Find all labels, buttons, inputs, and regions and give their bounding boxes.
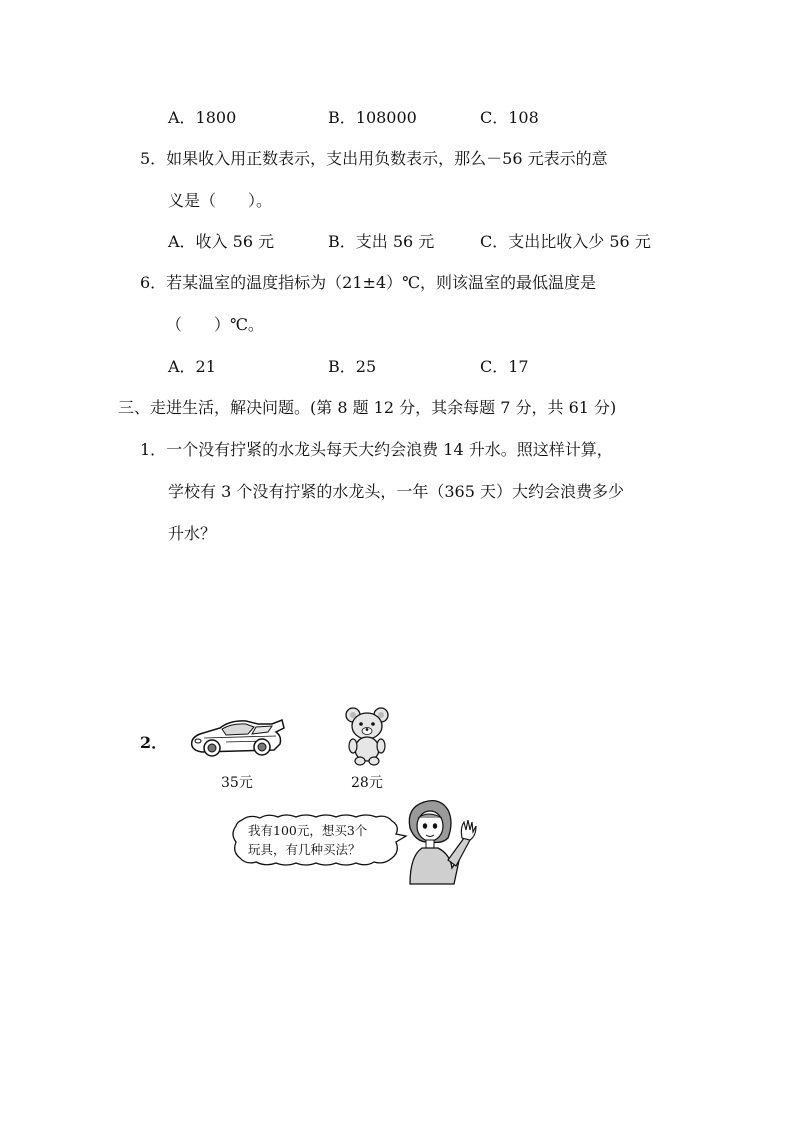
q4-option-c: C．108 [480, 108, 539, 127]
car-price: 35元 [221, 775, 253, 791]
speech-line-2: 玩具，有几种买法？ [248, 842, 361, 857]
problem1-line2: 学校有 3 个没有拧紧的水龙头，一年（365 天）大约会浪费多少 [168, 482, 624, 501]
teddy-bear-icon [342, 706, 392, 766]
q6-option-b: B．25 [328, 357, 377, 376]
q5-stem-line2: 义是（ ）。 [168, 191, 273, 210]
bear-price: 28元 [351, 775, 383, 791]
q5-option-b: B．支出 56 元 [328, 232, 435, 251]
problem1-line3: 升水？ [168, 524, 217, 543]
speech-line-1: 我有100元，想买3个 [248, 823, 368, 838]
woman-figure-icon [402, 798, 484, 884]
q5-option-c: C．支出比收入少 56 元 [480, 232, 651, 251]
q5-stem-line1: 5．如果收入用正数表示，支出用负数表示，那么－56 元表示的意 [140, 149, 608, 168]
toy-car-icon [186, 714, 288, 762]
problem1-line1: 1．一个没有拧紧的水龙头每天大约会浪费 14 升水。照这样计算， [140, 440, 613, 459]
q6-option-c: C．17 [480, 357, 529, 376]
section3-heading: 三、走进生活，解决问题。(第 8 题 12 分，其余每题 7 分，共 61 分) [118, 398, 617, 417]
q6-stem-line2: （ ）℃。 [166, 315, 264, 334]
q4-option-b: B．108000 [328, 108, 417, 127]
q6-option-a: A．21 [168, 357, 216, 376]
q6-stem-line1: 6．若某温室的温度指标为（21±4）℃，则该温室的最低温度是 [140, 273, 597, 292]
q4-option-a: A．1800 [168, 108, 237, 127]
q5-option-a: A．收入 56 元 [168, 232, 275, 251]
problem2-number: 2． [140, 733, 168, 752]
